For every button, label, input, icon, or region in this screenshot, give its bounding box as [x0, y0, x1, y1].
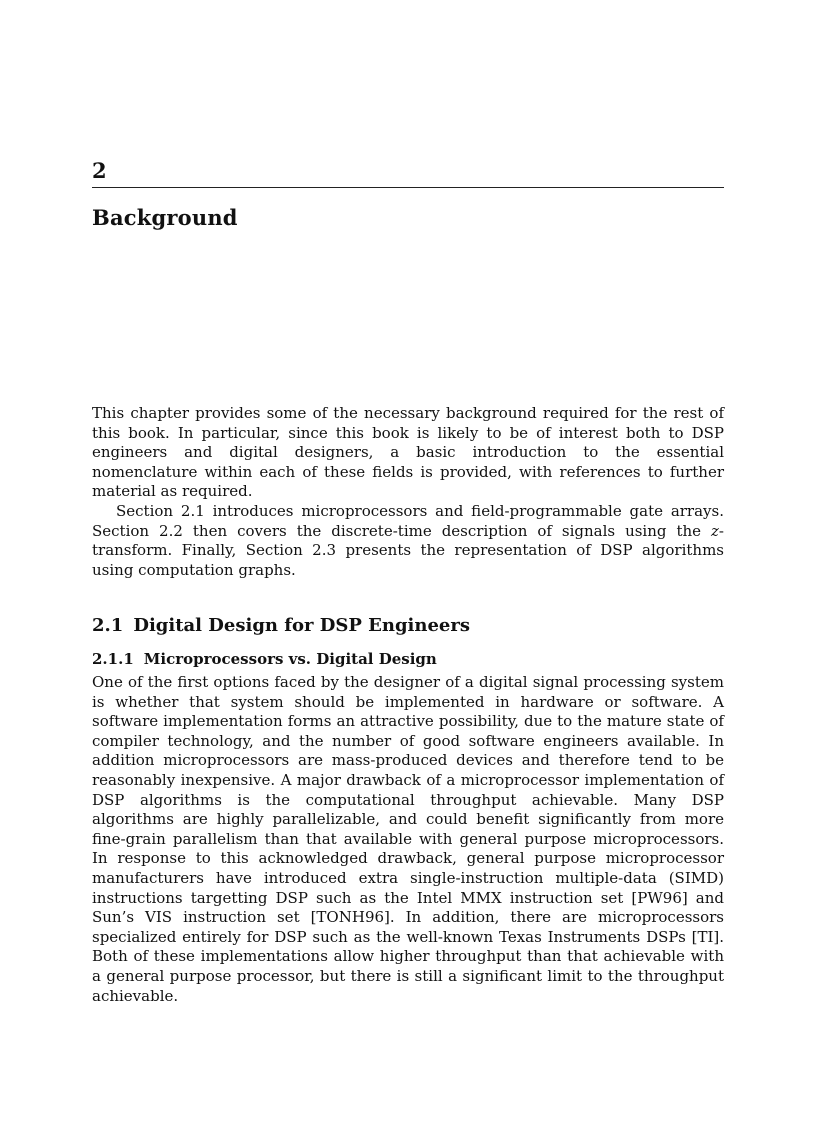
- subsection-number: 2.1.1: [92, 650, 134, 668]
- intro-paragraph-1: This chapter provides some of the necessary background required for the rest of this book. In particular, since this book is likely to be of interest both to DSP engineers and digital designers, a basic introduction to the essential nomenclature within each of these fields is provided, with references to further material as required.: [92, 404, 724, 501]
- section-2-1: [92, 613, 724, 1006]
- chapter-number: 2: [92, 158, 107, 183]
- intro-p2-text-b: -transform. Finally, Section 2.3 presents the representation of DSP algorithms using computation graphs.: [92, 521, 724, 579]
- subsection-title: Microprocessors vs. Digital Design: [143, 650, 437, 668]
- section-number: 2.1: [92, 615, 124, 636]
- section-heading: [92, 613, 724, 639]
- subsection-heading: [92, 649, 724, 669]
- z-variable: z: [711, 521, 719, 540]
- book-page: [92, 0, 724, 1123]
- intro-p2-text-a: Section 2.1 introduces microprocessors and field-programmable gate arrays. Section 2.2 then covers the discrete-time description of signals using the: [92, 501, 724, 540]
- subsection-paragraph: One of the first options faced by the designer of a digital signal processing system is whether that system should be implemented in hardware or software. A software implementation forms an attractive possibility, due to the mature state of compiler technology, and the number of good software engineers available. In addition microprocessors are mass-produced devices and therefore tend to be reasonably inexpensive. A major drawback of a microprocessor implementation of DSP algorithms is the computational throughput achievable. Many DSP algorithms are highly parallelizable, and could benefit significantly from more fine-grain parallelism than that available with general purpose microprocessors. In response to this acknowledged drawback, general purpose microprocessor manufacturers have introduced extra single-instruction multiple-data (SIMD) instructions targetting DSP such as the Intel MMX instruction set [PW96] and Sun’s VIS instruction set [TONH96]. In addition, there are microprocessors specialized entirely for DSP such as the well-known Texas Instruments DSPs [TI]. Both of these implementations allow higher throughput than that achievable with a general purpose processor, but there is still a significant limit to the throughput achievable.: [92, 673, 724, 1005]
- chapter-title: Background: [92, 205, 238, 230]
- intro-paragraph-2: [92, 502, 724, 580]
- chapter-rule: [92, 187, 724, 188]
- section-title: Digital Design for DSP Engineers: [133, 615, 471, 636]
- chapter-intro: [92, 404, 724, 580]
